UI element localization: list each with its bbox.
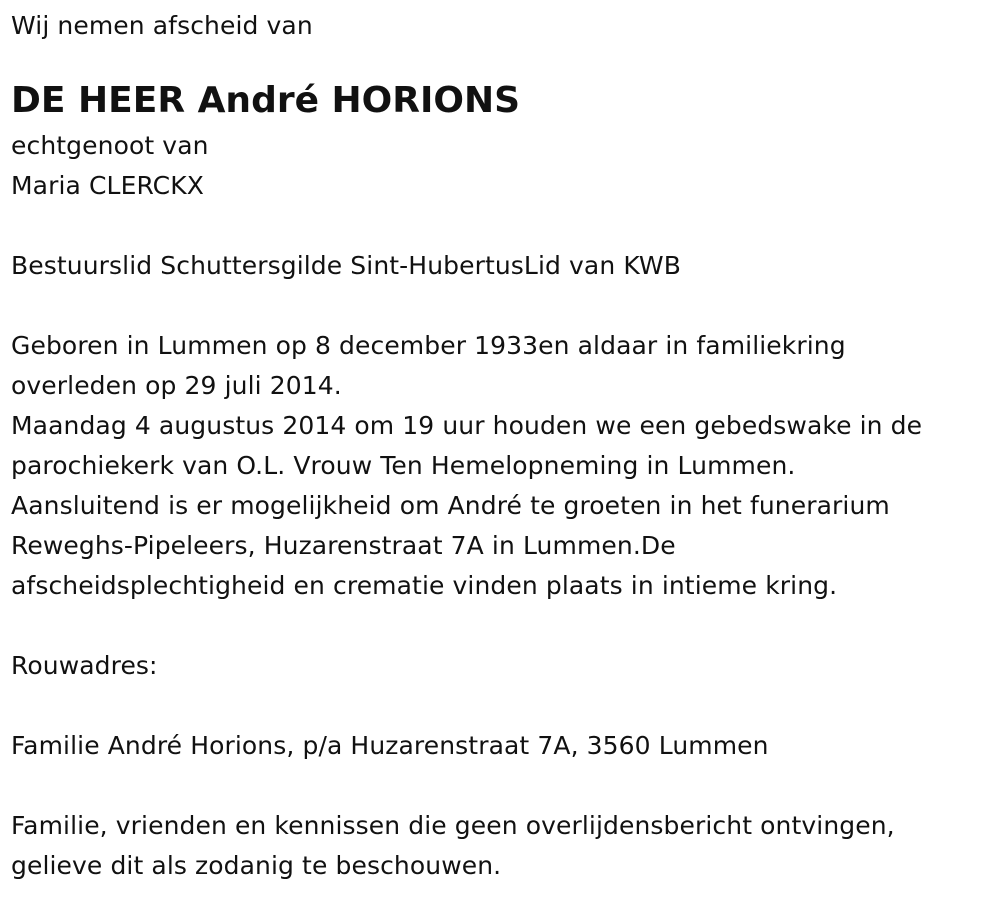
body-line: Aansluitend is er mogelijkheid om André te groeten in het funerarium [11, 491, 890, 520]
body-line: Maandag 4 augustus 2014 om 19 uur houden we een gebedswake in de [11, 411, 923, 440]
spacer [11, 286, 986, 326]
closing-line: gelieve dit als zodanig te beschouwen. [11, 851, 502, 880]
obituary-notice [11, 6, 986, 886]
spacer [11, 766, 986, 806]
deceased-name: DE HEER André HORIONS [11, 80, 521, 121]
body-line: Geboren in Lummen op 8 december 1933en aldaar in familiekring [11, 331, 846, 360]
body-line: parochiekerk van O.L. Vrouw Ten Hemelopneming in Lummen. [11, 451, 796, 480]
body-line: afscheidsplechtigheid en crematie vinden plaats in intieme kring. [11, 571, 838, 600]
spacer [11, 606, 986, 646]
mourning-address: Familie André Horions, p/a Huzarenstraat 7A, 3560 Lummen [11, 731, 769, 760]
spacer [11, 686, 986, 726]
spouse-line: echtgenoot van [11, 131, 209, 160]
address-label: Rouwadres: [11, 651, 158, 680]
affiliation-text: Bestuurslid Schuttersgilde Sint-HubertusLid van KWB [11, 251, 682, 280]
body-line: Reweghs-Pipeleers, Huzarenstraat 7A in Lummen.De [11, 531, 676, 560]
closing-line: Familie, vrienden en kennissen die geen overlijdensbericht ontvingen, [11, 811, 895, 840]
intro-text: Wij nemen afscheid van [11, 11, 313, 40]
body-line: overleden op 29 juli 2014. [11, 371, 342, 400]
spouse-name: Maria CLERCKX [11, 171, 204, 200]
spacer [11, 206, 986, 246]
